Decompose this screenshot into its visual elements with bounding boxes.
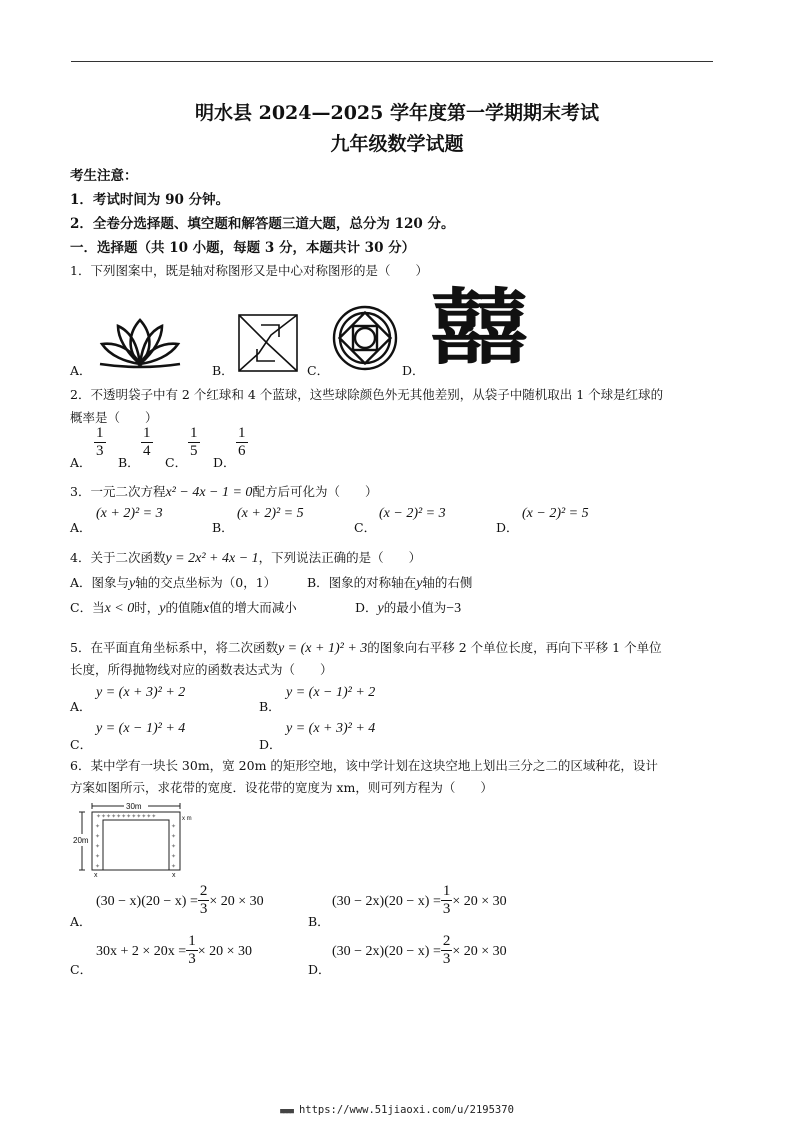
q6-option-c-label: C． xyxy=(70,962,93,977)
q5-option-b-label: B． xyxy=(259,699,281,714)
exam-title: 明水县 2024—2025 学年度第一学期期末考试 xyxy=(195,102,599,124)
svg-text:✦: ✦ xyxy=(171,854,177,860)
q5-option-d: y = (x + 3)² + 4 xyxy=(286,721,376,736)
q3-equation: x² − 4x − 1 = 0 xyxy=(165,485,253,500)
q5-stem-line1: 5．在平面直角坐标系中，将二次函数y = (x + 1)² + 3的图象向右平移 2 个单位长度，再向下平移 1 个单位 xyxy=(70,640,662,656)
q6-stem-line1: 6．某中学有一块长 30m，宽 20m 的矩形空地，该中学计划在这块空地上划出三分之二的区域种花，设计 xyxy=(70,758,658,773)
svg-text:✦: ✦ xyxy=(171,844,177,850)
q6-option-d: (30 − 2x)(20 − x) = $\frac{2}{3}$ × 20 × 30 xyxy=(332,933,507,967)
q6-option-a: (30 − x)(20 − x) = $\frac{2}{3}$ × 20 × 30 xyxy=(96,883,264,917)
q1-option-a-label: A． xyxy=(70,363,92,378)
q2-option-a-fraction: $\frac{1}{3}$ xyxy=(96,425,104,459)
q5-option-a-label: A． xyxy=(70,699,92,714)
q1-option-b-label: B． xyxy=(212,363,234,378)
q3-option-b: (x + 2)² = 5 xyxy=(237,506,304,521)
note-item-1: 1．考试时间为 90 分钟。 xyxy=(70,192,230,208)
svg-text:✦: ✦ xyxy=(171,864,177,870)
q6-fig-left-label: 20m xyxy=(73,836,89,845)
q4-option-c: C．当x < 0时，y的值随x值的增大而减小 xyxy=(70,600,297,616)
q6-fig-x-left: x xyxy=(94,872,98,879)
q3-option-c-label: C． xyxy=(354,520,377,535)
q2-option-d-fraction: $\frac{1}{6}$ xyxy=(238,425,246,459)
q2-option-b-fraction: $\frac{1}{4}$ xyxy=(143,425,151,459)
q6-option-c: 30x + 2 × 20x = $\frac{1}{3}$ × 20 × 30 xyxy=(96,933,252,967)
section-heading: 一．选择题（共 10 小题，每题 3 分，本题共计 30 分） xyxy=(70,240,416,256)
svg-text:✦: ✦ xyxy=(95,834,101,840)
q2-stem-line2: 概率是（ ） xyxy=(70,410,158,425)
q4-option-b: B．图象的对称轴在y轴的右侧 xyxy=(307,575,473,591)
svg-text:✦✦✦✦✦✦✦✦✦✦✦✦: ✦✦✦✦✦✦✦✦✦✦✦✦ xyxy=(96,814,157,820)
q4-stem: 4．关于二次函数y = 2x² + 4x − 1，下列说法正确的是（ ） xyxy=(70,550,422,566)
q3-option-c: (x − 2)² = 3 xyxy=(379,506,446,521)
q4-option-d: D．y的最小值为−3 xyxy=(355,600,462,616)
q1-option-c-label: C． xyxy=(307,363,330,378)
q6-stem-line2: 方案如图所示，求花带的宽度．设花带的宽度为 xm，则可列方程为（ ） xyxy=(70,780,493,795)
q5-option-d-label: D． xyxy=(259,737,282,752)
svg-text:✦: ✦ xyxy=(95,854,101,860)
notes-heading: 考生注意： xyxy=(70,168,138,184)
q5-stem-line2: 长度，所得抛物线对应的函数表达式为（ ） xyxy=(70,662,333,677)
q5-option-c-label: C． xyxy=(70,737,93,752)
q6-option-a-label: A． xyxy=(70,914,92,929)
q3-option-d-label: D． xyxy=(496,520,519,535)
q2-option-b-label: B． xyxy=(118,455,140,470)
header-rule xyxy=(71,61,713,62)
q1-option-d-label: D． xyxy=(402,363,425,378)
svg-text:✦: ✦ xyxy=(95,844,101,850)
note-item-2: 2．全卷分选择题、填空题和解答题三道大题，总分为 120 分。 xyxy=(70,216,455,232)
q6-garden-figure xyxy=(72,800,190,878)
q6-option-d-label: D． xyxy=(308,962,331,977)
q2-stem-line1: 2．不透明袋子中有 2 个红球和 4 个蓝球，这些球除颜色外无其他差别，从袋子中随机取出 1 个球是红球的 xyxy=(70,387,664,402)
q3-stem: 3．一元二次方程x² − 4x − 1 = 0配方后可化为（ ） xyxy=(70,484,378,500)
q5-option-a: y = (x + 3)² + 2 xyxy=(96,685,186,700)
footer xyxy=(0,1104,794,1116)
svg-text:✦: ✦ xyxy=(171,834,177,840)
exam-subtitle: 九年级数学试题 xyxy=(330,133,464,155)
q3-option-a: (x + 2)² = 3 xyxy=(96,506,163,521)
footer-url-link[interactable]: https://www.51jiaoxi.com/u/2195370 xyxy=(298,1104,514,1116)
q2-option-d-label: D． xyxy=(213,455,236,470)
svg-text:✦: ✦ xyxy=(171,824,177,830)
svg-text:✦: ✦ xyxy=(95,864,101,870)
lotus-figure xyxy=(96,318,184,368)
q6-option-b: (30 − 2x)(20 − x) = $\frac{1}{3}$ × 20 × 30 xyxy=(332,883,507,917)
q3-option-b-label: B． xyxy=(212,520,234,535)
q6-option-b-label: B． xyxy=(308,914,330,929)
q4-function: y = 2x² + 4x − 1 xyxy=(165,551,259,566)
q6-fig-x-right: x xyxy=(172,872,176,879)
pinwheel-square-figure xyxy=(237,313,299,373)
q3-option-d: (x − 2)² = 5 xyxy=(522,506,589,521)
double-happiness-figure: 囍 xyxy=(430,281,529,376)
q3-option-a-label: A． xyxy=(70,520,92,535)
q6-fig-top-label: 30m xyxy=(126,802,142,811)
q1-stem: 1．下列图案中，既是轴对称图形又是中心对称图形的是（ ） xyxy=(70,263,428,278)
circle-square-figure xyxy=(332,305,398,371)
q2-option-c-label: C． xyxy=(165,455,188,470)
q2-option-a-label: A． xyxy=(70,455,92,470)
svg-text:✦: ✦ xyxy=(95,824,101,830)
q6-fig-right-label: x m xyxy=(182,816,192,822)
q5-function: y = (x + 1)² + 3 xyxy=(277,641,368,656)
q4-option-a: A．图象与y轴的交点坐标为（0，1） xyxy=(70,575,277,591)
q2-option-c-fraction: $\frac{1}{5}$ xyxy=(190,425,198,459)
q5-option-c: y = (x − 1)² + 4 xyxy=(96,721,186,736)
q5-option-b: y = (x − 1)² + 2 xyxy=(286,685,376,700)
footer-tag: ■■■■ xyxy=(280,1107,293,1115)
